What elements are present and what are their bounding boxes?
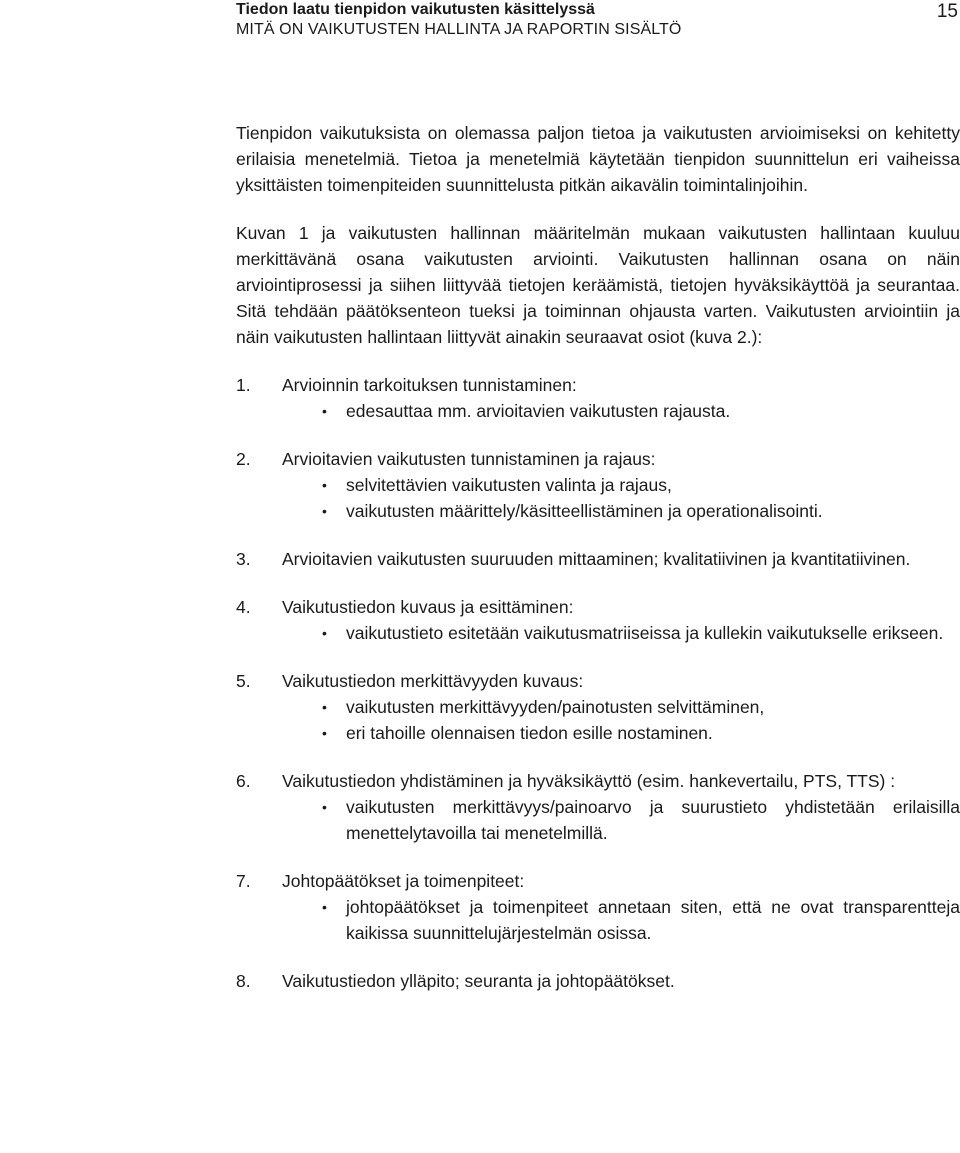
list-item: [236, 446, 960, 524]
list-item: [236, 968, 960, 994]
numbered-list: [236, 372, 960, 994]
bullet-icon: •: [322, 403, 327, 419]
bullet-text: vaikutusten määrittely/käsitteellistäminen ja operationalisointi.: [346, 501, 823, 521]
bullet-item: [236, 498, 960, 524]
bullet-icon: •: [322, 699, 327, 715]
list-item-number: 3.: [236, 549, 251, 569]
bullet-text: eri tahoille olennaisen tiedon esille nostaminen.: [346, 723, 713, 743]
bullet-item: [236, 794, 960, 846]
list-item: [236, 546, 960, 572]
bullet-item: [236, 720, 960, 746]
bullet-icon: •: [322, 899, 327, 915]
paragraph: Kuvan 1 ja vaikutusten hallinnan määritelmän mukaan vaikutusten hallintaan kuuluu merkittävänä osana vaikutusten arviointi. Vaikutusten hallinnan osana on näin arviointiprosessi ja siihen liittyvää tietojen keräämistä, tietojen hyväksikäyttöä ja seurantaa. Sitä tehdään päätöksenteon tueksi ja toiminnan ohjausta varten. Vaikutusten arviointiin ja näin vaikutusten hallintaan liittyvät ainakin seuraavat osiot (kuva 2.):: [236, 223, 960, 347]
list-item: [236, 768, 960, 846]
bullet-text: vaikutustieto esitetään vaikutusmatriiseissa ja kullekin vaikutukselle erikseen.: [346, 623, 944, 643]
list-item-number: 2.: [236, 449, 251, 469]
bullet-list: [282, 894, 960, 946]
list-item-text: Vaikutustiedon kuvaus ja esittäminen:: [282, 597, 574, 617]
list-item-number: 5.: [236, 671, 251, 691]
list-item-number: 4.: [236, 597, 251, 617]
list-item: [236, 372, 960, 424]
bullet-icon: •: [322, 503, 327, 519]
list-item: [236, 594, 960, 646]
bullet-icon: •: [322, 477, 327, 493]
bullet-list: [282, 472, 960, 524]
list-item-text: Arvioinnin tarkoituksen tunnistaminen:: [282, 375, 577, 395]
running-title: Tiedon laatu tienpidon vaikutusten käsittelyssä: [236, 1, 595, 18]
bullet-icon: •: [322, 799, 327, 815]
list-item-number: 1.: [236, 375, 251, 395]
bullet-text: vaikutusten merkittävyyden/painotusten selvittäminen,: [346, 697, 765, 717]
bullet-list: [282, 398, 960, 424]
list-item-text: Vaikutustiedon merkittävyyden kuvaus:: [282, 671, 584, 691]
bullet-list: [282, 620, 960, 646]
body-text: [236, 120, 960, 1016]
list-item-text: Arvioitavien vaikutusten tunnistaminen ja rajaus:: [282, 449, 656, 469]
list-item-text: Arvioitavien vaikutusten suuruuden mittaaminen; kvalitatiivinen ja kvantitatiivinen.: [282, 549, 911, 569]
list-item: [236, 668, 960, 746]
list-item: [236, 868, 960, 946]
list-item-text: Johtopäätökset ja toimenpiteet:: [282, 871, 525, 891]
bullet-text: vaikutusten merkittävyys/painoarvo ja suurustieto yhdistetään erilaisilla menettelytavoilla tai menetelmillä.: [346, 797, 960, 843]
list-item-text: Vaikutustiedon yhdistäminen ja hyväksikäyttö (esim. hankevertailu, PTS, TTS) :: [282, 771, 896, 791]
bullet-text: johtopäätökset ja toimenpiteet annetaan siten, että ne ovat transparentteja kaikissa suunnittelujärjestelmän osissa.: [346, 897, 960, 943]
bullet-item: [236, 472, 960, 498]
list-item-number: 8.: [236, 971, 251, 991]
bullet-item: [236, 894, 960, 946]
page-header: [236, 0, 960, 44]
bullet-icon: •: [322, 725, 327, 741]
bullet-text: selvitettävien vaikutusten valinta ja rajaus,: [346, 475, 672, 495]
page-number: 15: [936, 1, 958, 22]
bullet-item: [236, 620, 960, 646]
list-item-number: 7.: [236, 871, 251, 891]
bullet-item: [236, 398, 960, 424]
bullet-list: [282, 794, 960, 846]
running-subtitle: MITÄ ON VAIKUTUSTEN HALLINTA JA RAPORTIN SISÄLTÖ: [236, 21, 682, 38]
bullet-icon: •: [322, 625, 327, 641]
paragraph: Tienpidon vaikutuksista on olemassa paljon tietoa ja vaikutusten arvioimiseksi on kehitetty erilaisia menetelmiä. Tietoa ja menetelmiä käytetään tienpidon suunnittelun eri vaiheissa yksittäisten toimenpiteiden suunnittelusta pitkän aikavälin toimintalinjoihin.: [236, 123, 960, 195]
bullet-list: [282, 694, 960, 746]
list-item-number: 6.: [236, 771, 251, 791]
list-item-text: Vaikutustiedon ylläpito; seuranta ja johtopäätökset.: [282, 971, 675, 991]
bullet-item: [236, 694, 960, 720]
bullet-text: edesauttaa mm. arvioitavien vaikutusten rajausta.: [346, 401, 731, 421]
